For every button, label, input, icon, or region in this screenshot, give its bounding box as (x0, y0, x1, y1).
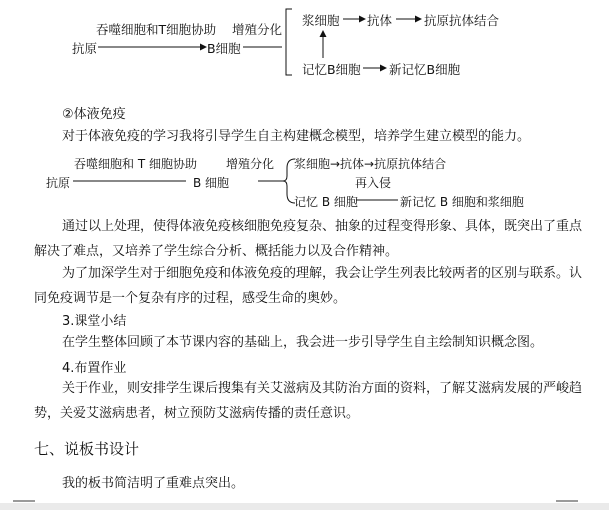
d2-helper: 吞噬细胞和 T 细胞协助 (74, 157, 197, 171)
page-corner-mark-left (13, 500, 35, 502)
para-model: 对于体液免疫的学习我将引导学生自主构建概念模型，培养学生建立模型的能力。 (62, 129, 531, 144)
summary-text: 在学生整体回顾了本节课内容的基础上，我会进一步引导学生自主绘制知识概念图。 (62, 335, 544, 350)
d2-proliferate: 增殖分化 (226, 157, 275, 171)
d1-antibody: 抗体 (367, 13, 393, 28)
d1-proliferate: 增殖分化 (232, 22, 283, 37)
d2-new-result: 新记忆 B 细胞和浆细胞 (400, 195, 524, 209)
d2-top-branch: 浆细胞→抗体→抗原抗体结合 (294, 157, 447, 171)
d1-binding: 抗原抗体结合 (424, 13, 500, 28)
page-bottom-edge (0, 503, 609, 510)
homework-text: 关于作业，则安排学生课后搜集有关艾滋病及其防治方面的资料，了解艾滋病发展的严峻趋势，关爱艾滋病患者，树立预防艾滋病传播的责任意识。 (34, 381, 583, 421)
d1-antigen: 抗原 (72, 41, 98, 56)
d2-bcell: B 细胞 (193, 176, 230, 190)
d2-memory: 记忆 B 细胞 (294, 195, 358, 209)
section-humoral-heading: ②体液免疫 (62, 107, 126, 122)
board-text: 我的板书简洁明了重难点突出。 (62, 476, 245, 491)
homework-heading: 4.布置作业 (62, 361, 127, 376)
d2-antigen: 抗原 (46, 176, 71, 190)
d1-memory: 记忆B细胞 (302, 62, 361, 77)
d1-bcell: B细胞 (207, 41, 241, 56)
summary-heading: 3.课堂小结 (62, 314, 127, 329)
d1-new-memory: 新记忆B细胞 (389, 62, 461, 77)
d1-plasma: 浆细胞 (302, 13, 340, 28)
page-corner-mark-right (556, 500, 578, 502)
section7-heading: 七、说板书设计 (34, 440, 140, 458)
para-processing: 通过以上处理，使得体液免疫核细胞免疫复杂、抽象的过程变得形象、具体，既突出了重点解决了难点，又培养了学生综合分析、概括能力以及合作精神。 (34, 219, 583, 259)
d1-helper: 吞噬细胞和T细胞协助 (96, 22, 217, 37)
d2-reinfect: 再入侵 (355, 176, 392, 190)
para-compare: 为了加深学生对于细胞免疫和体液免疫的理解，我会让学生列表比较两者的区别与联系。认同免疫调节是一个复杂有序的过程，感受生命的奥妙。 (34, 266, 583, 306)
d1-brace (286, 9, 292, 75)
